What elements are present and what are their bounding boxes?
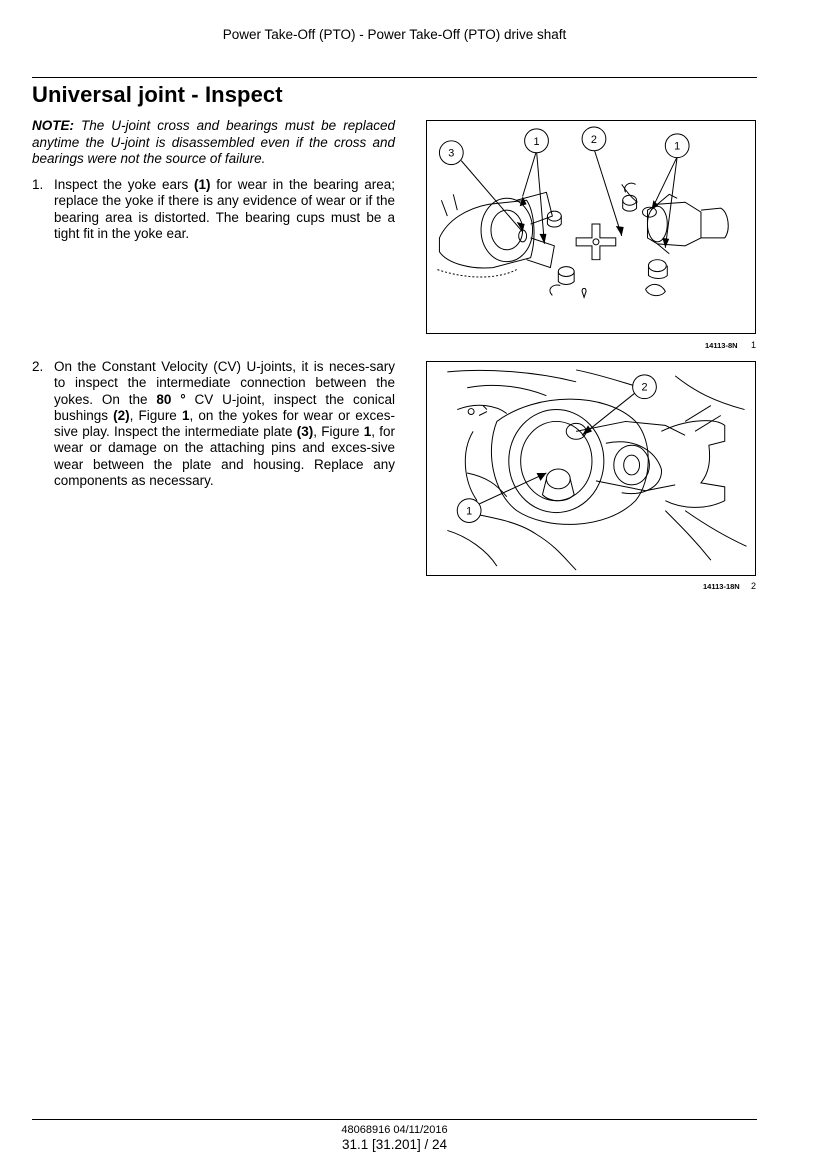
- figure-caption: 14113-8N: [705, 341, 738, 350]
- header-rule: [32, 77, 757, 78]
- step-ref: (3): [296, 424, 314, 440]
- step-number: 2.: [32, 359, 44, 374]
- step-ref: (2): [113, 407, 130, 423]
- callout-label: 3: [448, 147, 455, 160]
- step-2: [32, 359, 395, 489]
- step-text: , Figure: [129, 407, 182, 423]
- document-id: 48068916 04/11/2016: [341, 1124, 448, 1136]
- figure-1-u-joint-exploded: [426, 120, 756, 334]
- step-ref: 1: [363, 424, 372, 440]
- step-text: , on the yokes for wear or exces-sive play. Inspect the intermediate plate: [54, 407, 395, 440]
- callout-label: 2: [590, 133, 598, 146]
- step-body: [54, 177, 395, 242]
- step-text: On the Constant Velocity (CV) U-joints, it is neces-sary to inspect the intermediate connection between the yokes. On the: [54, 359, 395, 407]
- step-text: Inspect the yoke ears: [54, 177, 194, 192]
- step-ref: 1: [181, 407, 190, 423]
- figure-number: 1: [751, 340, 757, 350]
- step-body: [54, 359, 395, 489]
- step-text: CV U-joint, inspect the conical bushings: [54, 391, 395, 423]
- step-text: , Figure: [313, 424, 364, 440]
- step-ref: 80 °: [156, 391, 186, 407]
- figure-caption: 14113-18N: [703, 582, 740, 591]
- footer-rule: [32, 1119, 757, 1120]
- note-paragraph: [32, 118, 395, 168]
- callout-label: 1: [533, 135, 540, 148]
- step-text: for wear in the bearing area; replace the yoke if there is any evidence of wear or if the bearing area is distorted. The bearing cups must be a tight fit in the yoke ear.: [54, 177, 395, 241]
- running-header: Power Take-Off (PTO) - Power Take-Off (PTO) drive shaft: [222, 27, 567, 42]
- u-joint-exploded-illustration: [427, 121, 755, 333]
- note-label: NOTE:: [32, 118, 74, 133]
- page-reference: 31.1 [31.201] / 24: [341, 1137, 448, 1152]
- cv-joint-illustration: [427, 362, 755, 575]
- callout-label: 1: [674, 140, 681, 153]
- callout-label: 2: [641, 381, 648, 394]
- step-number: 1.: [32, 177, 44, 192]
- section-title: Universal joint - Inspect: [32, 82, 283, 107]
- step-ref: (1): [194, 177, 211, 192]
- callout-label: 1: [466, 505, 473, 518]
- figure-2-cv-joint-hands: [426, 361, 756, 576]
- step-text: , for wear or damage on the attaching pins and exces-sive wear between the plate and housing. Replace any components as necessary.: [54, 424, 395, 489]
- step-1: [32, 177, 395, 242]
- note-text: The U-joint cross and bearings must be replaced anytime the U-joint is disassembled even if the cross and bearings were not the source of failure.: [32, 118, 395, 166]
- figure-number: 2: [751, 581, 757, 591]
